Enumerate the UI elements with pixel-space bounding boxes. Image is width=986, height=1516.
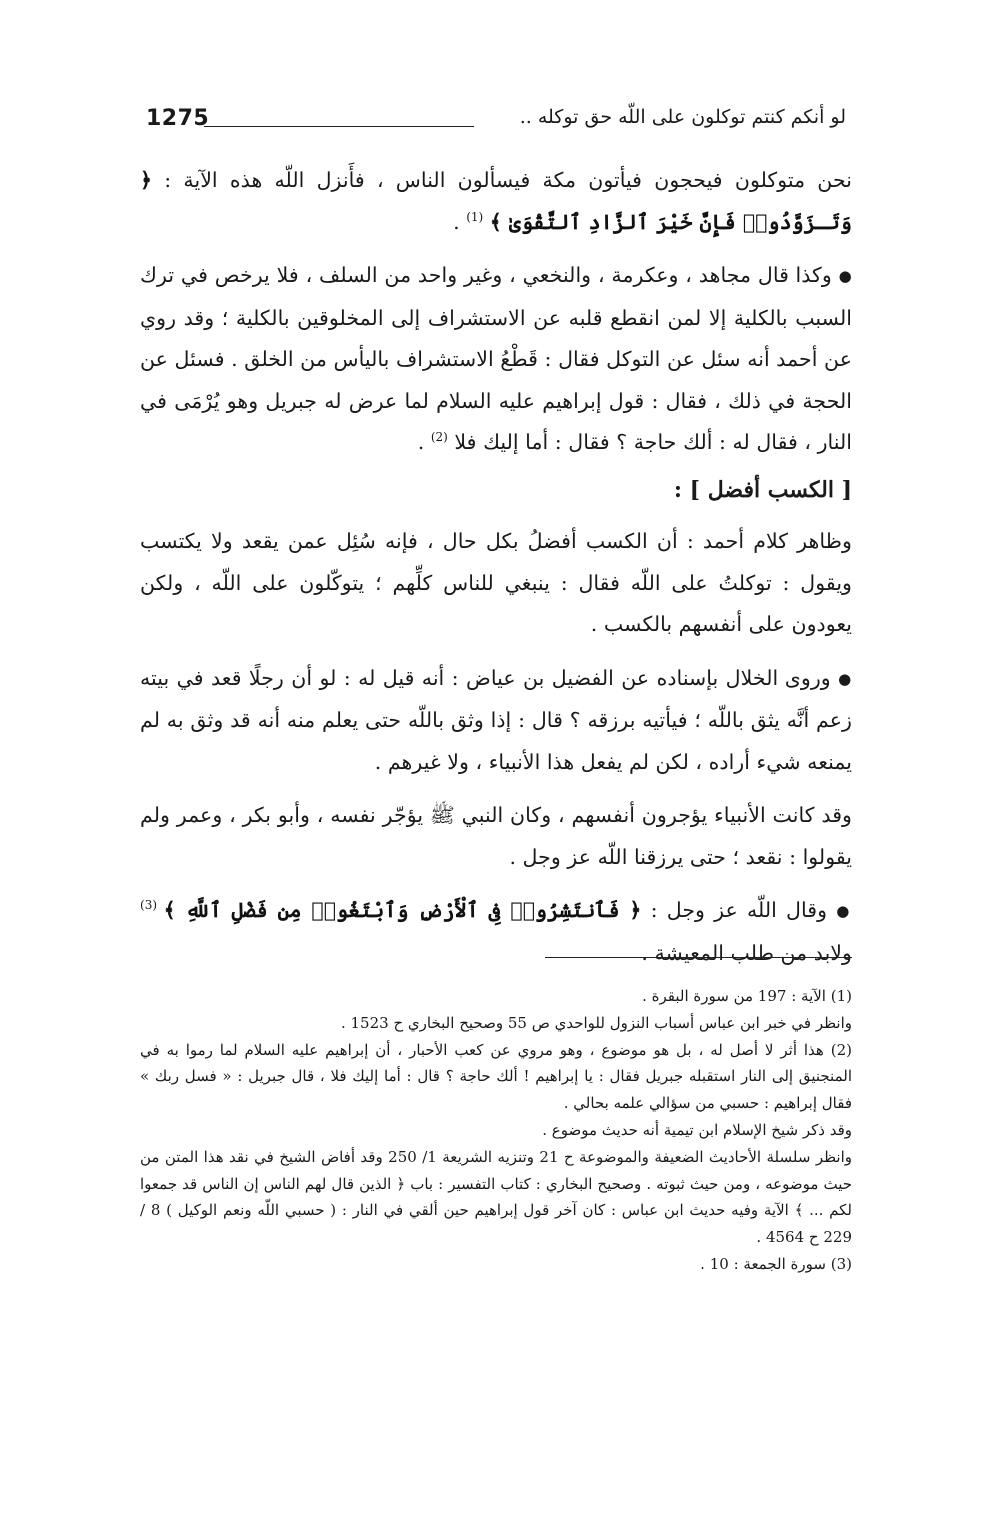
footnote-ref-2: (2) [430,430,448,445]
paragraph-text: وكذا قال مجاهد ، وعكرمة ، والنخعي ، وغير واحد من السلف ، فلا يرخص في ترك السبب بالكلية إلا لمن انقطع قلبه عن الاستشراف إلى المخلوقين بالكلية ؛ وقد روي عن أحمد أنه سئل عن التوكل فقال : قَطْعُ الاستشراف باليأس من الخلق . فسئل عن الحجة في ذلك ، فقال : قول إبراهيم عليه السلام لما عرض له جبريل وهو يُرْمَى في النار ، فقال له : ألك حاجة ؟ فقال : أما إليك فلا [140,263,852,454]
paragraph-2 [140,255,852,464]
paragraph-text: وقال اللّه عز وجل : [650,898,828,922]
paragraph-1 [140,160,852,243]
footnote-line: (3) سورة الجمعة : 10 . [700,1254,852,1273]
paragraph-3: وظاهر كلام أحمد : أن الكسب أفضلُ بكل حال ، فإنه سُئِل عمن يقعد ولا يكتسب ويقول : توكلتُ على اللّه فقال : ينبغي للناس كلِّهم ؛ يتوكّلون على اللّه ، ولكن يعودون على أنفسهم بالكسب . [140,529,852,636]
paragraph-5: وقد كانت الأنبياء يؤجرون أنفسهم ، وكان النبي ﷺ يؤجّر نفسه ، وأبو بكر ، وعمر ولم يقولوا : نقعد ؛ حتى يرزقنا اللّه عز وجل . [140,803,852,869]
footnote-line: وقد ذكر شيخ الإسلام ابن تيمية أنه حديث موضوع . [542,1120,852,1139]
bullet-icon: ● [838,267,852,285]
section-heading: [ الكسب أفضل ] : [673,476,852,503]
bullet-icon: ● [838,669,853,688]
main-text [140,160,852,974]
bullet-icon: ● [836,902,852,920]
paragraph-text: نحن متوكلون فيحجون فيأتون مكة فيسألون الناس ، فأَنزل اللّه هذه الآية : [164,168,852,192]
paragraph-end: ولابد من طلب المعيشة . [641,940,852,965]
paragraph-text: وروى الخلال بإسناده عن الفضيل بن عياض : أنه قيل له : لو أن رجلًا قعد في بيته زعم أنَّه يثق باللّه ؛ فيأتيه برزقه ؟ قال : إذا وثق باللّه حتى يعلم منه أنه قد وثق به لم يمنعه شيء أراده ، لكن لم يفعل هذا الأنبياء ، ولا غيرهم . [140,665,852,774]
footnote-ref-1: (1) [466,209,484,224]
paragraph-end: . [417,430,431,454]
running-header [146,106,846,146]
paragraph-6 [140,890,852,974]
footnote-ref-3: (3) [140,898,158,913]
paragraph-end: . [453,209,467,234]
footnote-line: وانظر في خبر ابن عباس أسباب النزول للواحدي ص 55 وصحيح البخاري ح 1523 . [340,1013,852,1032]
page-number: 1275 [146,106,210,131]
footnotes [140,983,852,1278]
header-rule [204,126,474,127]
footnote-line: وانظر سلسلة الأحاديث الضعيفة والموضوعة ح 21 وتنزيه الشريعة 1/ 250 وقد أفاض الشيخ في نقد هذا المتن من حيث موضوعه ، ومن حيث ثبوته . وصحيح البخاري : كتاب التفسير : باب ﴿ الذين قال لهم الناس إن الناس قد جمعوا لكم ... ﴾ الآية وفيه حديث ابن عباس : كان آخر قول إبراهيم حين ألقي في النار : ( حسبي اللّه ونعم الوكيل ) 8 / 229 ح 4564 . [140,1147,853,1247]
running-title: لو أنكم كنتم توكلون على اللّه حق توكله .. [519,106,846,128]
quran-verse: ﴿ وَتَـزَوَّدُوا۟ فَإِنَّ خَيْرَ ٱلزَّادِ ٱلتَّقْوَىٰ ﴾ [140,168,852,234]
footnote-line: (1) الآية : 197 من سورة البقرة . [642,987,852,1005]
footnote-rule [545,957,852,958]
quran-verse: ﴿ فَٱنتَشِرُوا۟ فِى ٱلْأَرْضِ وَٱبْتَغُوا۟ مِن فَضْلِ ٱللَّهِ ﴾ [163,898,642,922]
paragraph-4 [140,658,852,784]
footnote-line: (2) هذا أثر لا أصل له ، بل هو موضوع ، وهو مروي عن كعب الأحبار ، أن إبراهيم عليه السلام لما رموا به في المنجنيق إلى النار استقبله جبريل فقال : يا إبراهيم ! ألك حاجة ؟ قال : أما إليك فلا ، قال جبريل : « فسل ربك » فقال إبراهيم : حسبي من سؤالي علمه بحالي . [140,1040,852,1113]
